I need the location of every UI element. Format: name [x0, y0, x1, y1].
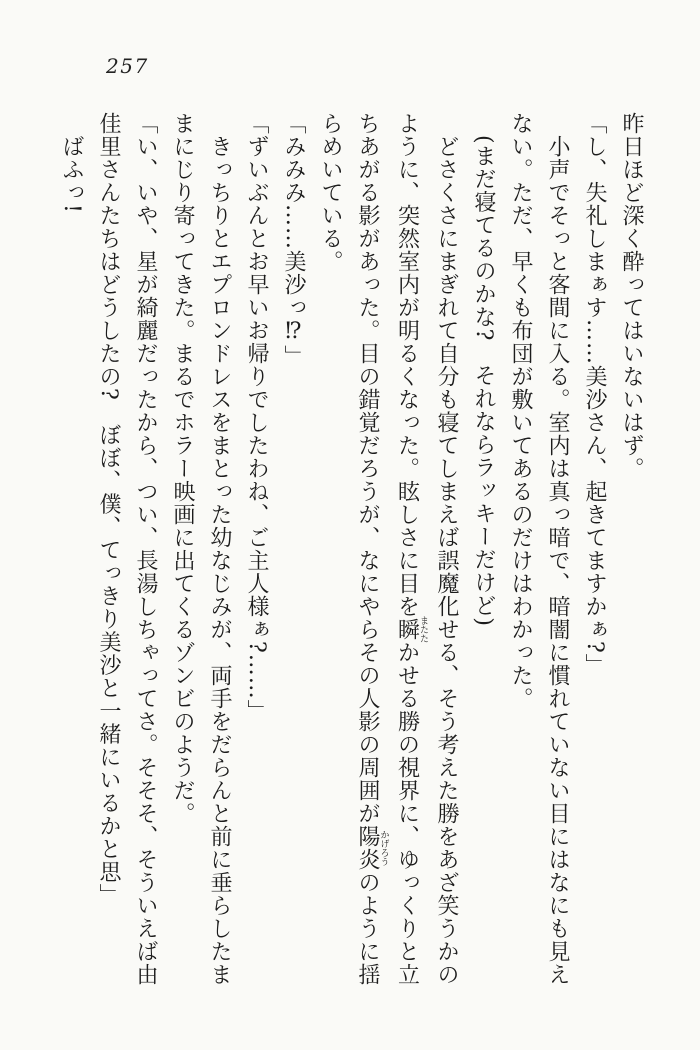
text-line — [576, 112, 613, 994]
text-run: ばふっ! — [59, 135, 84, 214]
text-run: ない。ただ、早くも布団が敷いてあるのだけはわかった。 — [508, 112, 533, 710]
text-line — [53, 112, 90, 994]
text-line — [389, 112, 429, 994]
text-area — [53, 112, 650, 994]
text-run: きっちりとエプロンドレスをまとった幼なじみが、両手をだらんと前に垂らしたま — [207, 135, 232, 986]
text-run: かせる勝の視界に、ゆっくりと立 — [394, 641, 420, 986]
text-run: まにじり寄ってきた。まるでホラー映画に出てくるゾンビのようだ。 — [170, 112, 195, 825]
page-number: 257 — [106, 54, 149, 78]
text-run: らめいている。 — [318, 112, 343, 273]
text-run: のように揺 — [355, 871, 380, 986]
furigana: かげろう — [378, 825, 389, 871]
text-line — [238, 112, 275, 994]
text-run: 「ずいぶんとお早いお帰りでしたわね、ご主人様ぁ?……」 — [244, 112, 269, 723]
text-line — [613, 112, 650, 994]
text-line — [465, 112, 502, 994]
text-line — [201, 112, 238, 994]
text-run: ように、突然室内が明るくなった。眩しさに目を — [394, 112, 420, 618]
text-run: 小声でそっと客間に入る。室内は真っ暗で、暗闇に慣れていない目にはなにも見え — [545, 135, 570, 986]
text-run: 佳里さんたちはどうしたの? ぼぼ、僕、てっきり美沙と一緒にいるかと思」 — [96, 112, 121, 907]
text-run: 「し、失礼しまぁす……美沙さん、起きてますかぁ?」 — [582, 112, 607, 677]
ruby-annotated-word: 瞬またた — [394, 616, 428, 643]
text-line — [428, 112, 465, 994]
text-run: (まだ寝てるのかな? それならラッキーだけど) — [471, 135, 496, 627]
text-run: 「みみみ……美沙っ⁉」 — [281, 112, 306, 368]
text-line — [275, 112, 312, 994]
text-line — [502, 112, 539, 994]
text-line — [164, 112, 201, 994]
text-line — [90, 112, 127, 994]
text-run: 「い、いや、星が綺麗だったから、つい、長湯しちゃってさ。そそそ、そういえば由 — [133, 112, 158, 986]
ruby-annotated-word: 陽炎かげろう — [355, 825, 389, 871]
text-line — [127, 112, 164, 994]
furigana: またた — [418, 616, 428, 643]
text-run: ちあがる影があった。目の錯覚だろうが、なにやらその人影の周囲が — [355, 112, 380, 825]
text-line — [312, 112, 349, 994]
text-run: どさくさにまぎれて自分も寝てしまえば誤魔化せる、そう考えた勝をあざ笑うかの — [434, 135, 459, 986]
text-run: 昨日ほど深く酔ってはいないはず。 — [619, 112, 644, 480]
text-line — [539, 112, 576, 994]
text-line — [349, 112, 389, 994]
